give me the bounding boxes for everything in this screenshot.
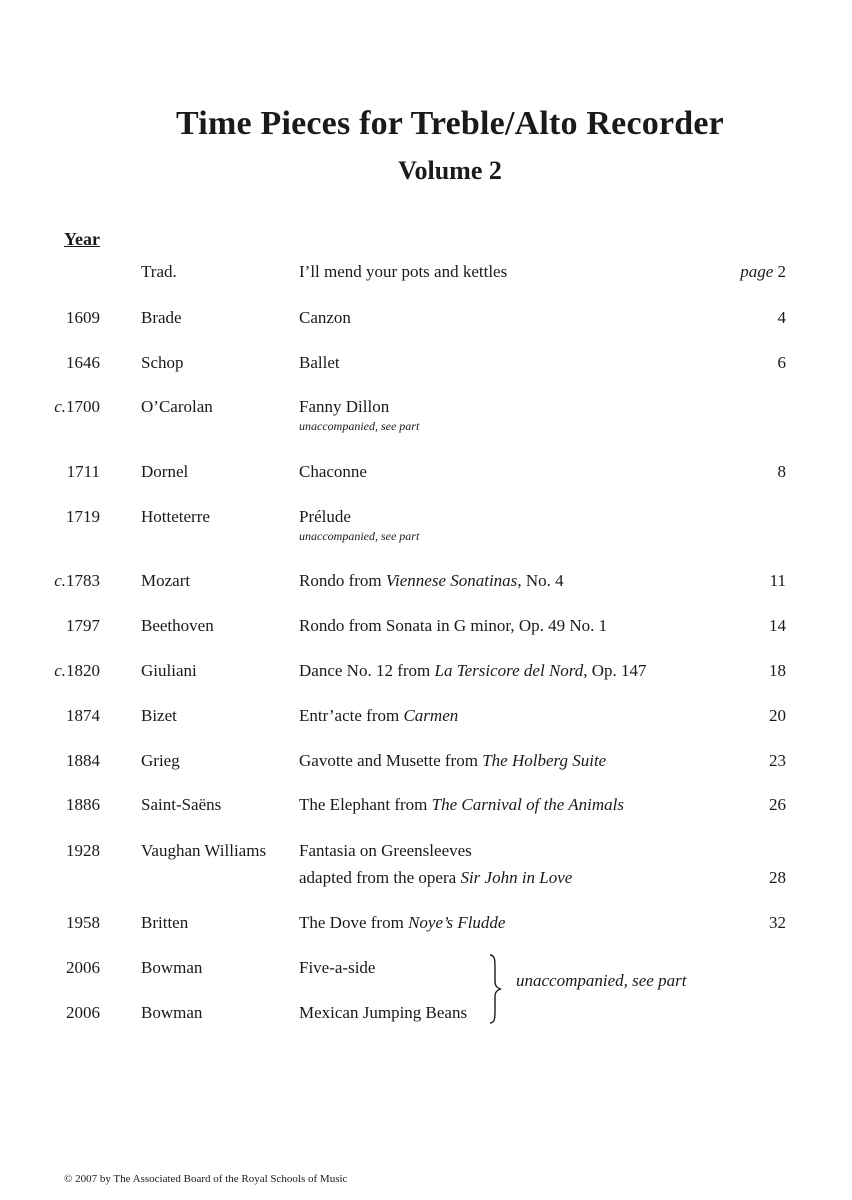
contents-entry — [0, 397, 852, 445]
entry-composer: Mozart — [141, 571, 191, 590]
entry-year: c.1700 — [54, 397, 100, 416]
entry-composer: Giuliani — [141, 661, 197, 680]
entry-work: Prélude — [299, 507, 351, 526]
entry-work: Ballet — [299, 353, 340, 372]
entry-work: Rondo from Viennese Sonatinas, No. 4 — [299, 571, 564, 590]
entry-year: 1797 — [66, 616, 100, 635]
contents-entry — [0, 1003, 852, 1043]
entry-work: Fanny Dillon — [299, 397, 390, 416]
entry-work: I’ll mend your pots and kettles — [299, 262, 508, 281]
contents-entry — [0, 841, 852, 897]
entry-work: The Elephant from The Carnival of the Animals — [299, 795, 625, 814]
entry-year: 2006 — [66, 958, 100, 977]
contents-entry — [0, 353, 852, 393]
entry-composer: O’Carolan — [141, 397, 213, 416]
entry-year: 1874 — [66, 706, 100, 725]
entry-year: c.1820 — [54, 661, 100, 680]
entry-year: c.1783 — [54, 571, 100, 590]
entry-composer: Grieg — [141, 751, 180, 770]
entry-page: 6 — [777, 353, 786, 372]
right-brace-icon — [482, 953, 504, 1025]
entry-page: 14 — [769, 616, 786, 635]
entry-page: 11 — [769, 571, 786, 590]
contents-entry — [0, 616, 852, 656]
entry-composer: Hotteterre — [141, 507, 210, 526]
entry-work: Five-a-side — [299, 958, 376, 977]
entry-composer: Brade — [141, 308, 182, 327]
contents-entry — [0, 462, 852, 502]
entry-composer: Saint-Saëns — [141, 795, 222, 814]
entry-year: 1719 — [66, 507, 100, 526]
entry-composer: Dornel — [141, 462, 189, 481]
entry-work: The Dove from Noye’s Fludde — [299, 913, 506, 932]
group-note: unaccompanied, see part — [516, 971, 687, 990]
entry-year: 1646 — [66, 353, 100, 372]
page-title: Time Pieces for Treble/Alto Recorder — [176, 105, 724, 142]
entry-year: 2006 — [66, 1003, 100, 1022]
entry-composer: Schop — [141, 353, 184, 372]
volume-subtitle: Volume 2 — [398, 156, 502, 185]
entry-composer: Beethoven — [141, 616, 214, 635]
entry-work: Chaconne — [299, 462, 367, 481]
contents-entry — [0, 706, 852, 746]
contents-entry — [0, 958, 852, 998]
entry-composer: Bizet — [141, 706, 177, 725]
contents-entry — [0, 913, 852, 953]
entry-page: 8 — [777, 462, 786, 481]
entry-composer: Britten — [141, 913, 189, 932]
entry-work: Dance No. 12 from La Tersicore del Nord, Op. 147 — [299, 661, 647, 680]
copyright-footer: © 2007 by The Associated Board of the Royal Schools of Music — [64, 1173, 348, 1185]
entry-page: 20 — [769, 706, 786, 725]
entry-year: 1958 — [66, 913, 100, 932]
year-column-header: Year — [64, 229, 100, 249]
contents-entry — [0, 308, 852, 348]
entry-year: 1609 — [66, 308, 100, 327]
entry-page: 32 — [769, 913, 786, 932]
entry-composer: Vaughan Williams — [141, 841, 267, 860]
entry-work: Canzon — [299, 308, 351, 327]
entry-year: 1884 — [66, 751, 100, 770]
entry-composer: Bowman — [141, 958, 203, 977]
entry-page: 23 — [769, 751, 786, 770]
entry-year: 1928 — [66, 841, 100, 860]
entry-composer: Trad. — [141, 262, 177, 281]
entry-page: 4 — [777, 308, 786, 327]
contents-entry — [0, 507, 852, 555]
contents-entry — [0, 661, 852, 701]
entry-work: Fantasia on Greensleeves — [299, 841, 472, 860]
entry-work: Gavotte and Musette from The Holberg Suite — [299, 751, 607, 770]
contents-entry — [0, 262, 852, 302]
entry-work: Rondo from Sonata in G minor, Op. 49 No. 1 — [299, 616, 608, 635]
entry-year: 1886 — [66, 795, 100, 814]
entry-work-line2: adapted from the opera Sir John in Love — [299, 868, 573, 887]
entry-work: Entr’acte from Carmen — [299, 706, 459, 725]
contents-entry — [0, 571, 852, 611]
contents-entry — [0, 751, 852, 791]
entry-page: page 2 — [740, 262, 786, 281]
entry-page: 26 — [769, 795, 786, 814]
entry-year: 1711 — [66, 462, 100, 481]
entry-page: 28 — [769, 868, 786, 887]
entry-composer: Bowman — [141, 1003, 203, 1022]
contents-entry — [0, 795, 852, 835]
entry-work: Mexican Jumping Beans — [299, 1003, 468, 1022]
entry-note: unaccompanied, see part — [299, 419, 420, 433]
entry-page: 18 — [769, 661, 786, 680]
entry-note: unaccompanied, see part — [299, 529, 420, 543]
